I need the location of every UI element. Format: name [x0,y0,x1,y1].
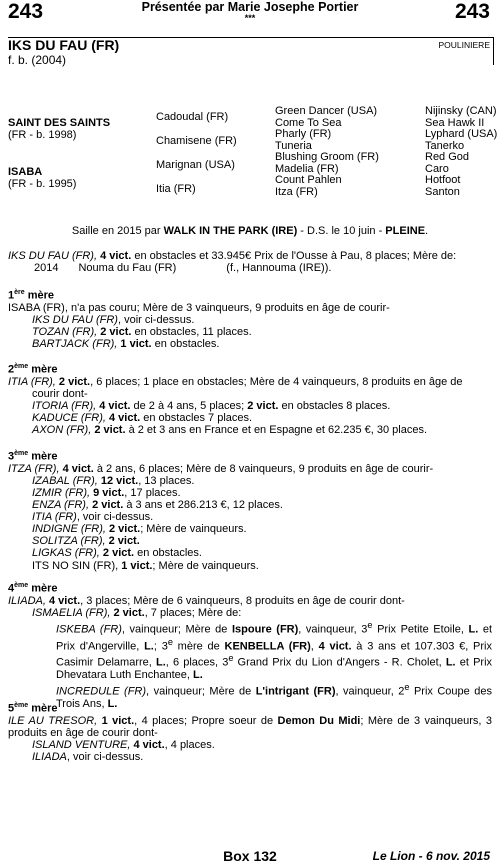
list-item: ITIA (FR), voir ci-dessus. [32,511,154,524]
second-dam-section [8,361,492,436]
third-dam-intro: ITZA (FR), 4 vict. à 2 ans, 6 places; Mère de 8 vainqueurs, 9 produits en âge de courir- [8,462,434,475]
second-dam-intro: ITIA (FR), 2 vict., 6 places; 1 place en obstacles; Mère de 4 vainqueurs, 8 produits en âge de courir dont- [8,375,463,400]
gen3-4: Tuneria [275,139,312,152]
list-item: ITS NO SIN (FR), 1 vict.; Mère de vainqueurs. [32,559,259,572]
gen3-5: Blushing Groom (FR) [275,151,379,163]
list-item: KADUCE (FR), 4 vict. en obstacles 7 places. [32,412,253,425]
third-dam-heading: 3ème mère [8,450,58,463]
list-item: ENZA (FR), 2 vict. à 3 ans et 286.213 €, 12 places. [32,499,283,512]
cover-stallion: WALK IN THE PARK (IRE) [163,225,298,237]
list-item: IZABAL (FR), 12 vict., 13 places. [32,474,195,487]
gen3-6: Madelia (FR) [275,162,339,175]
gen4-8: Santon [425,185,460,198]
horse-category: POULINIERE [438,40,490,50]
fifth-dam-heading: 5ème mère [8,702,58,715]
venue-date: Le Lion - 6 nov. 2015 [372,849,490,863]
third-dam-section [8,448,492,572]
list-item: LIGKAS (FR), 2 vict. en obstacles. [32,547,202,560]
gen3-list [275,106,379,198]
fourth-dam-heading: 4ème mère [8,582,58,595]
gen4-4: Tanerko [425,139,465,152]
list-item: SOLITZA (FR), 2 vict. [32,535,140,548]
gen3-7: Count Pahlen [275,174,342,186]
cover-line: Saille en 2015 par WALK IN THE PARK (IRE) - D.S. le 10 juin - PLEINE. [71,225,429,237]
gen4-3: Lyphard (USA) [425,128,498,140]
gen4-list [425,106,497,198]
consignor-line: Présentée par Marie Josephe Portier [141,0,359,14]
gen4-6: Caro [425,162,449,175]
list-item: BARTJACK (FR), 1 vict. en obstacles. [32,338,220,351]
pedigree-sire [8,118,110,141]
list-item: ISLAND VENTURE, 4 vict., 4 places. [32,738,215,751]
cover-result: PLEINE [385,225,426,237]
list-item: ILIADA, voir ci-dessus. [32,751,144,764]
gen4-5: Red God [425,151,470,163]
horse-details: f. b. (2004) [8,53,67,67]
lot-number-right: 243 [454,0,490,23]
dam-name: ISABA [8,166,43,178]
box-number: Box 132 [223,848,277,864]
list-item: IKS DU FAU (FR), voir ci-dessus. [32,313,195,326]
list-item: TOZAN (FR), 2 vict. en obstacles, 11 places. [32,325,252,338]
fifth-dam-intro: ILE AU TRESOR, 1 vict., 4 places; Propre soeur de Demon Du Midi; Mère de 3 vainqueurs, 3 produits en âge de courir dont- [8,714,492,739]
gen2-1: Cadoudal (FR) [156,111,229,123]
gen2-4: Itia (FR) [156,183,196,195]
dam-details: (FR - b. 1995) [8,177,77,190]
iskeba-entry: ISKEBA (FR), vainqueur; Mère de Ispoure (FR), vainqueur, 3e Prix Petite Etoile, L. et Prix d'Angerville, L.; 3e mère de KENBELLA (FR), 4 vict. à 3 ans et 107.303 €, Prix Casimir Delamarre, L., 6 places, 3e Grand Prix du Lion d'Angers - R. Cholet, L. et Prix Dhevatara Luth Enchantee, L. [56,619,493,682]
produce-record: IKS DU FAU (FR), 4 vict. en obstacles et 33.945€ Prix de l'Ousse à Pau, 8 places; Mère de: 2014 Nouma du Fau (FR) (f., Hannouma (IRE)). [8,250,457,275]
sire-details: (FR - b. 1998) [8,128,77,141]
produce-foal-sex: (f., Hannouma (IRE)). [226,262,332,275]
gen3-2: Come To Sea [275,116,342,129]
gen3-8: Itza (FR) [275,185,318,198]
list-item: IZMIR (FR), 9 vict., 17 places. [32,486,181,499]
list-item: ISMAELIA (FR), 2 vict., 7 places; Mère de: [32,606,242,619]
first-dam-intro: ISABA (FR), n'a pas couru; Mère de 3 vainqueurs, 9 produits en âge de courir- [8,301,390,314]
first-dam-heading: 1ère mère [8,289,54,302]
list-item: INDIGNE (FR), 2 vict.; Mère de vainqueurs. [32,523,247,536]
first-dam-section [8,287,492,350]
gen4-7: Hotfoot [425,174,461,186]
horse-name: IKS DU FAU (FR) [8,37,120,53]
gen2-2: Chamisene (FR) [156,135,237,147]
fourth-dam-section [8,580,492,710]
second-dam-heading: 2ème mère [8,363,58,376]
stars: *** [244,13,256,23]
gen2-3: Marignan (USA) [156,159,235,171]
gen4-1: Nijinsky (CAN) [425,105,497,117]
gen4-2: Sea Hawk II [425,116,485,129]
sire-name: SAINT DES SAINTS [8,117,111,129]
gen3-1: Green Dancer (USA) [275,105,378,117]
incredule-entry: INCREDULE (FR), vainqueur; Mère de L'intrigant (FR), vainqueur, 2e Prix Coupe des Trois Ans, L. [56,682,492,711]
gen3-3: Pharly (FR) [275,128,332,140]
lot-number-left: 243 [8,0,44,23]
produce-year: 2014 [34,262,59,275]
fifth-dam-section [8,700,492,763]
list-item: AXON (FR), 2 vict. à 2 et 3 ans en France et en Espagne et 62.235 €, 30 places. [32,424,428,437]
produce-foal: Nouma du Fau (FR) [78,262,177,275]
pedigree-dam [8,167,76,190]
fourth-dam-intro: ILIADA, 4 vict., 3 places; Mère de 6 vainqueurs, 8 produits en âge de courir dont- [8,594,405,607]
list-item: ITORIA (FR), 4 vict. de 2 à 4 ans, 5 places; 2 vict. en obstacles 8 places. [32,399,391,412]
